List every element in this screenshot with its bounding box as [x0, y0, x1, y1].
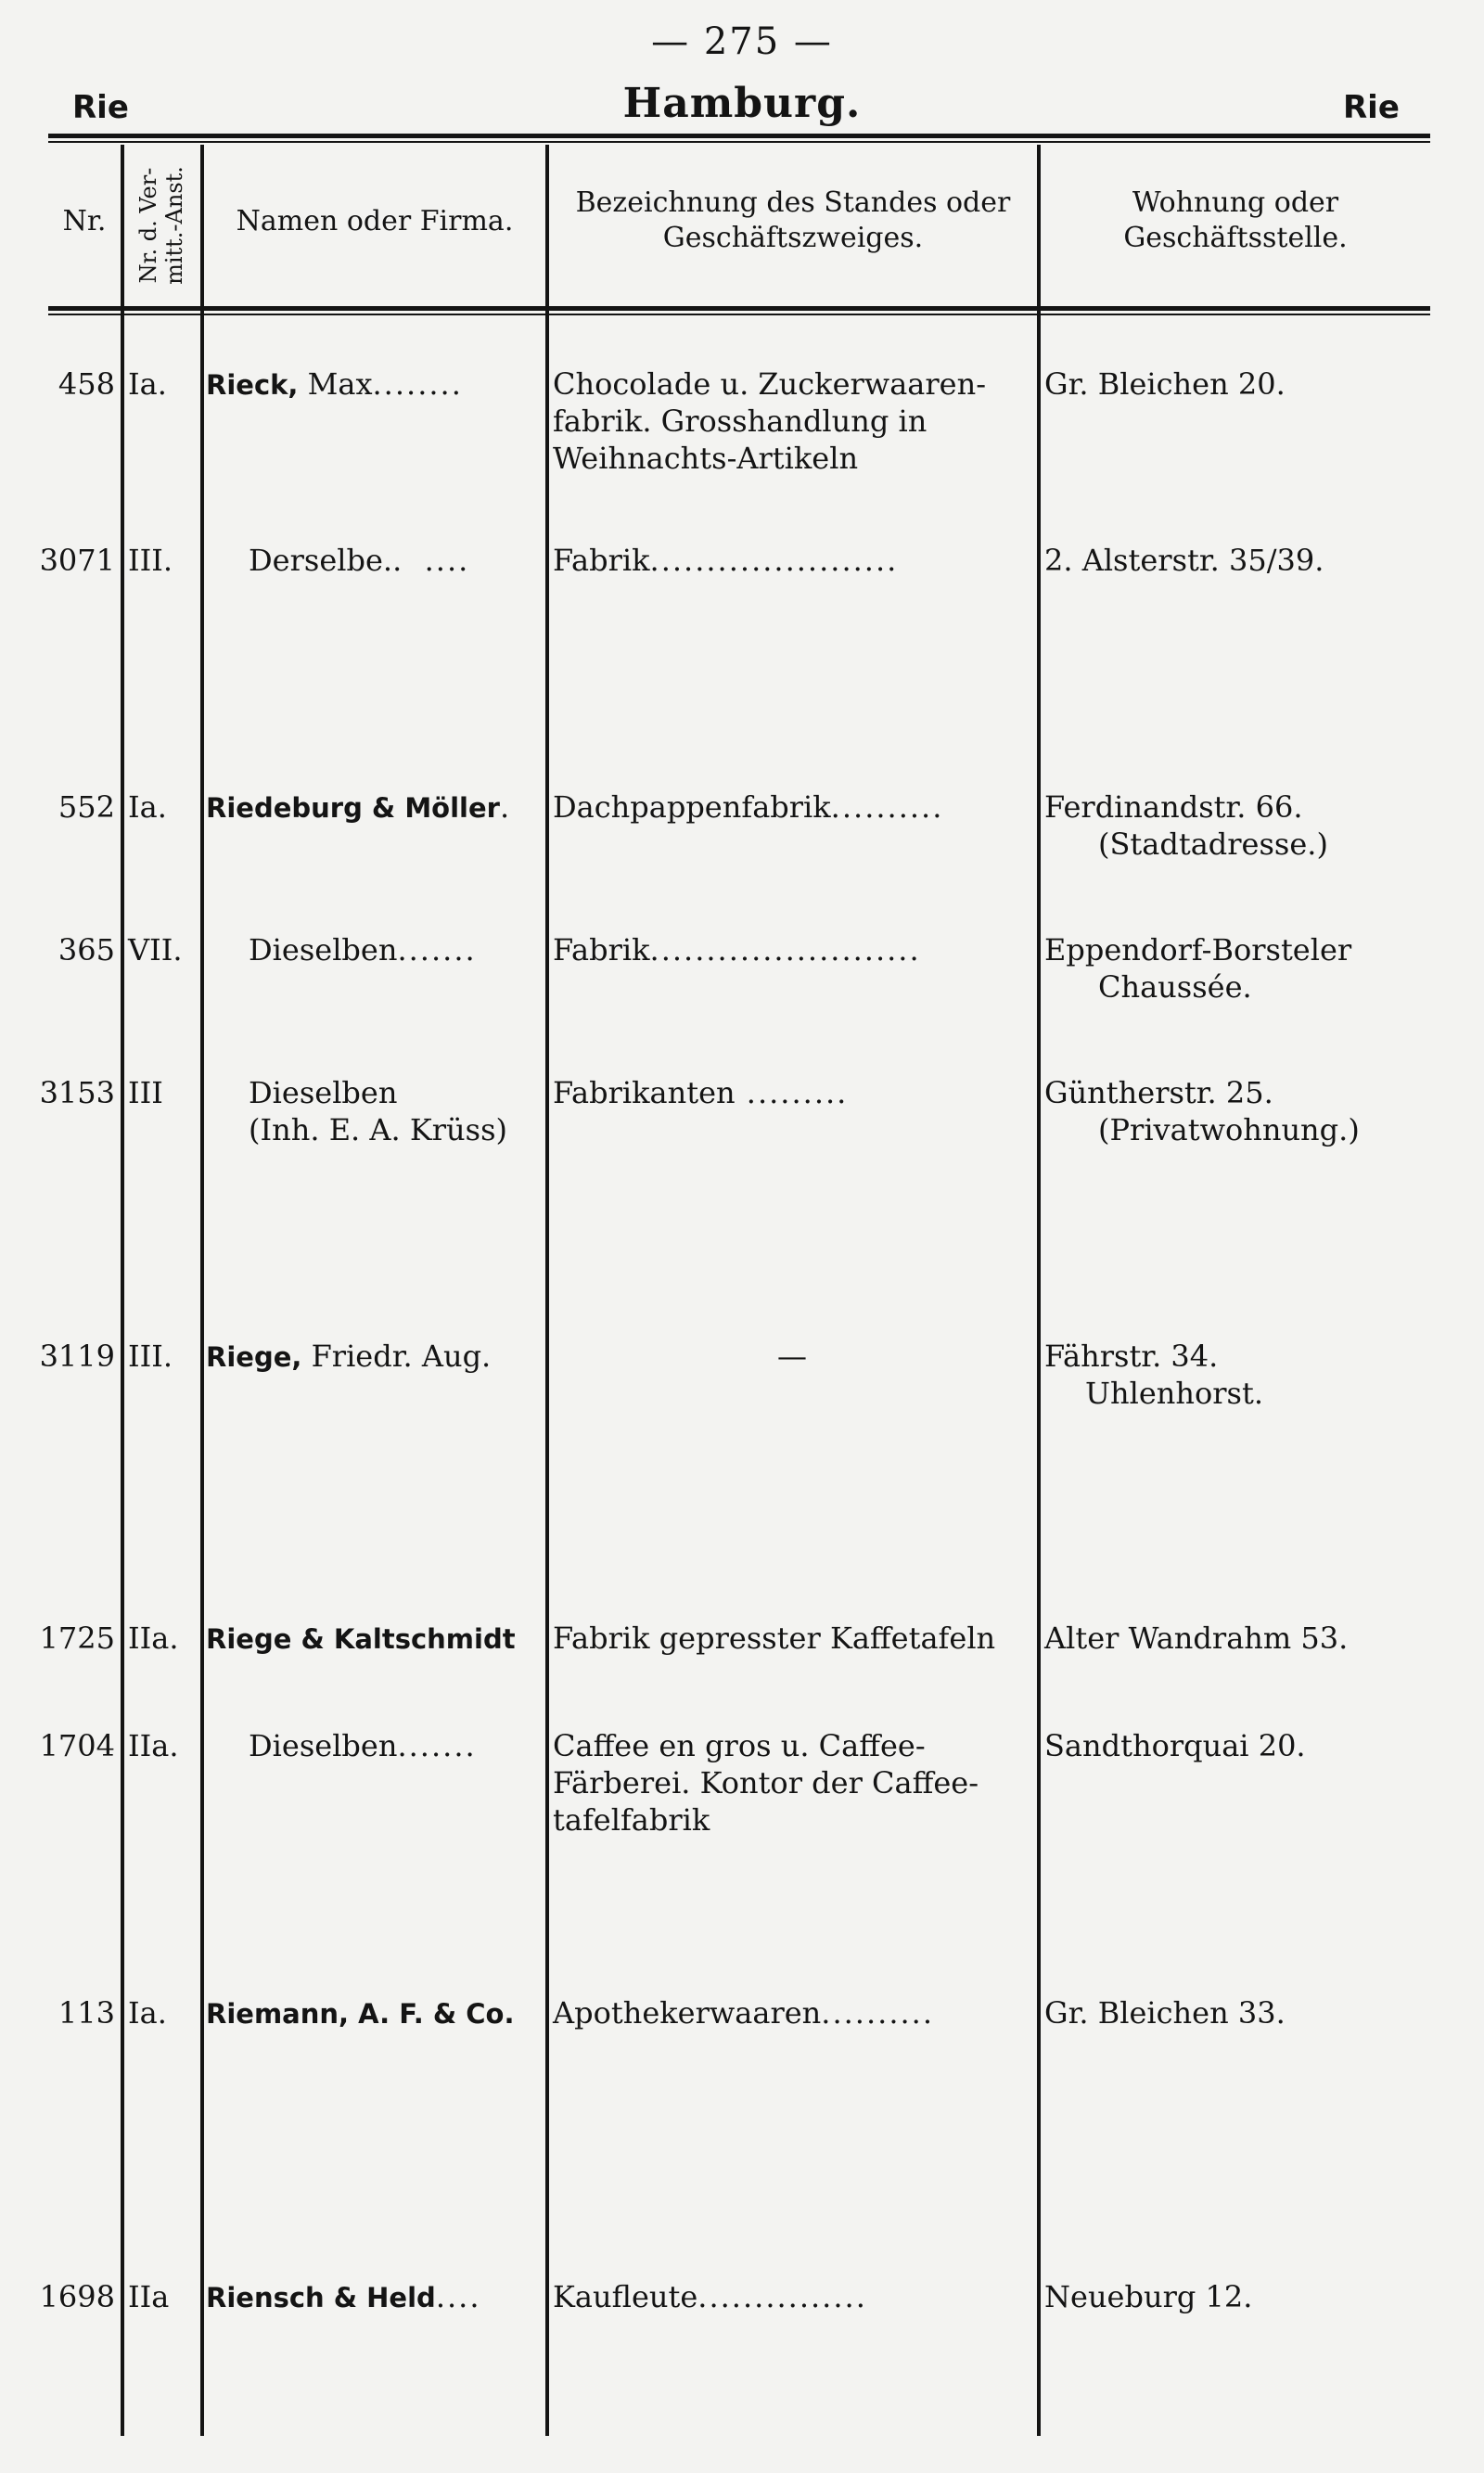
entry-anst: Ia.	[128, 1995, 167, 2031]
entry-desc: Fabrik gepresster Kaffetafeln	[553, 1621, 996, 1656]
entry-nr: 113	[58, 1995, 115, 2031]
entry-name	[206, 1338, 542, 1376]
column-divider	[1037, 145, 1041, 2436]
entry-name	[206, 2278, 542, 2316]
entry-name-rest: Derselbe..	[249, 543, 403, 578]
entry-firm: Riemann, A. F. & Co.	[206, 1998, 515, 2030]
entry-name	[206, 1074, 542, 1148]
entry-nr: 3119	[39, 1339, 115, 1374]
entry-addr: Alter Wandrahm 53.	[1044, 1621, 1349, 1656]
entry-name-rest: Dieselben	[249, 1728, 398, 1763]
leader-dots: .........	[735, 1075, 849, 1110]
page-number: — 275 —	[651, 20, 833, 63]
entry-anst: III.	[128, 1339, 173, 1374]
entry-addr-line1: Ferdinandstr. 66.	[1044, 789, 1303, 825]
entry-desc	[553, 1074, 1031, 1111]
column-header-desc: Bezeichnung des Standes oder Geschäftszweiges.	[575, 186, 1011, 254]
entry-addr-line2: Chaussée.	[1098, 969, 1252, 1005]
entry-anst: Ia.	[128, 789, 167, 825]
column-header-anst-text: Nr. d. Ver- mitt.-Anst.	[135, 166, 187, 285]
leader-dots: ........	[372, 366, 463, 402]
entry-desc	[553, 788, 1031, 826]
entry-anst: III	[128, 1075, 163, 1110]
entry-anst: IIa.	[128, 1621, 179, 1656]
entry-desc: Caffee en gros u. Caffee-Färberei. Kontor der Caffee-tafelfabrik	[553, 1728, 979, 1838]
entry-nr: 552	[58, 789, 115, 825]
leader-dots: ..........	[821, 1995, 934, 2031]
entry-name	[206, 542, 584, 579]
entry-name-line2: (Inh. E. A. Krüss)	[249, 1112, 507, 1147]
entry-firm: Riedeburg & Möller	[206, 792, 500, 824]
entry-name-rest: Friedr. Aug.	[301, 1339, 492, 1374]
leader-dots: .......	[397, 932, 477, 967]
entry-addr	[1044, 1074, 1434, 1148]
column-header-anst	[124, 167, 200, 297]
entry-desc: Chocolade u. Zuckerwaaren-fabrik. Grosshandlung in Weihnachts-Artikeln	[553, 366, 986, 476]
entry-anst: Ia.	[128, 366, 167, 402]
entry-addr-line2: Uhlenhorst.	[1085, 1376, 1263, 1411]
running-head-left: Rie	[72, 89, 129, 126]
header-rule-bottom-thin	[48, 314, 1430, 315]
entry-addr-line1: Güntherstr. 25.	[1044, 1075, 1273, 1110]
entry-name	[206, 1620, 542, 1658]
entry-desc	[553, 2278, 1031, 2315]
entry-anst: IIa	[128, 2279, 170, 2314]
entry-name-rest: Dieselben	[249, 1075, 398, 1110]
entry-firm: Rieck,	[206, 369, 299, 401]
entry-desc-text: Fabrik	[553, 543, 650, 578]
entry-addr: Neueburg 12.	[1044, 2279, 1253, 2314]
entry-addr-line1: Eppendorf-Borsteler	[1044, 932, 1352, 967]
entry-desc-text: Fabrik	[553, 932, 650, 967]
entry-addr: 2. Alsterstr. 35/39.	[1044, 543, 1324, 578]
entry-addr: Gr. Bleichen 20.	[1044, 366, 1286, 402]
entry-anst: VII.	[128, 932, 183, 967]
entry-desc-text: Dachpappenfabrik	[553, 789, 831, 825]
entry-desc	[553, 542, 1031, 579]
entry-nr: 3153	[39, 1075, 115, 1110]
entry-name-rest: Dieselben	[249, 932, 398, 967]
entry-firm: Riensch & Held	[206, 2282, 436, 2313]
entry-name	[206, 1994, 542, 2032]
entry-addr-line1: Fährstr. 34.	[1044, 1339, 1219, 1374]
leader-dots: ..........	[830, 789, 944, 825]
column-divider	[121, 145, 124, 2436]
entry-addr: Gr. Bleichen 33.	[1044, 1995, 1286, 2031]
entry-nr: 1704	[39, 1728, 115, 1763]
entry-anst: III.	[128, 543, 173, 578]
entry-anst: IIa.	[128, 1728, 179, 1763]
entry-addr	[1044, 1338, 1434, 1412]
entry-desc-text: Fabrikanten	[553, 1075, 736, 1110]
leader-dots: ........................	[649, 932, 921, 967]
entry-addr	[1044, 788, 1434, 863]
entry-desc	[553, 931, 1031, 968]
entry-addr	[1044, 931, 1434, 1006]
entry-name-rest: .	[499, 789, 510, 825]
leader-dots: ...............	[697, 2279, 867, 2314]
entry-desc: —	[777, 1339, 807, 1374]
entry-desc-text: Kaufleute	[553, 2279, 698, 2314]
entry-name	[206, 931, 584, 968]
entry-name-rest: Max	[298, 366, 373, 402]
entry-nr: 1725	[39, 1621, 115, 1656]
header-rule-top-thin	[48, 141, 1430, 143]
entry-addr-line2: (Privatwohnung.)	[1098, 1112, 1360, 1147]
column-divider	[545, 145, 549, 2436]
header-rule-top	[48, 134, 1430, 138]
entry-addr-line2: (Stadtadresse.)	[1098, 826, 1328, 862]
entry-nr: 458	[58, 366, 115, 402]
entry-desc-text: Apothekerwaaren	[553, 1995, 822, 2031]
leader-dots: ....	[402, 543, 470, 578]
leader-dots: .......	[397, 1728, 477, 1763]
entry-name	[206, 1727, 584, 1764]
city-heading: Hamburg.	[622, 80, 862, 127]
column-divider	[200, 145, 204, 2436]
entry-name	[206, 788, 542, 826]
column-header-addr: Wohnung oder Geschäftsstelle.	[1123, 186, 1348, 254]
entry-nr: 365	[58, 932, 115, 967]
entry-desc	[553, 1994, 1031, 2031]
entry-firm: Riege & Kaltschmidt	[206, 1623, 516, 1655]
entry-name	[206, 365, 542, 404]
column-header-name: Namen oder Firma.	[236, 205, 514, 237]
entry-nr: 3071	[39, 543, 115, 578]
entry-firm: Riege,	[206, 1341, 302, 1373]
entry-nr: 1698	[39, 2279, 115, 2314]
leader-dots: ....	[435, 2279, 481, 2314]
column-header-nr: Nr.	[62, 205, 107, 237]
header-rule-bottom	[48, 306, 1430, 311]
entry-addr: Sandthorquai 20.	[1044, 1728, 1306, 1763]
running-head-right: Rie	[1343, 89, 1400, 126]
leader-dots: ......................	[649, 543, 899, 578]
